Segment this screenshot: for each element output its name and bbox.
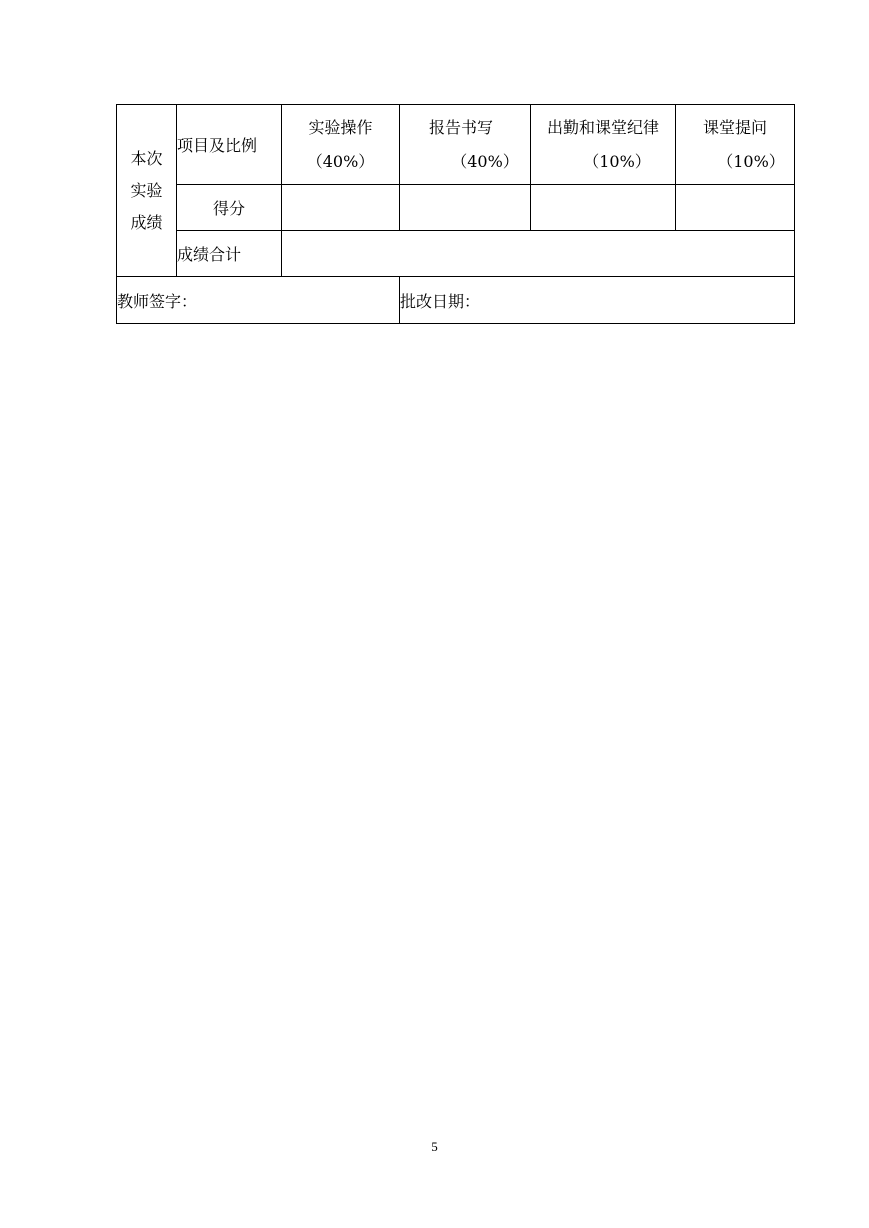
grading-date-label: 批改日期： <box>400 291 481 311</box>
score-cell-attendance[interactable] <box>531 185 676 231</box>
page-number: 5 <box>431 1139 438 1154</box>
column-name: 实验操作 <box>308 117 373 137</box>
column-header-questions <box>676 105 795 185</box>
column-name: 报告书写 <box>428 117 493 137</box>
grade-table <box>116 104 795 324</box>
column-name: 课堂提问 <box>702 117 767 137</box>
column-header-operation <box>282 105 400 185</box>
column-weight: （40%） <box>451 151 519 171</box>
teacher-signature-label: 教师签字： <box>117 291 198 311</box>
row-header-label: 项目及比例 <box>177 105 282 185</box>
column-weight: （40%） <box>306 151 375 171</box>
section-label-line-1: 本次 <box>130 148 163 168</box>
score-cell-questions[interactable] <box>676 185 795 231</box>
column-weight: （10%） <box>583 151 651 171</box>
section-label-line-2: 实验 <box>130 180 163 200</box>
column-name: 出勤和课堂纪律 <box>546 117 659 137</box>
score-cell-operation[interactable] <box>282 185 400 231</box>
teacher-signature <box>117 277 400 324</box>
column-header-attendance <box>531 105 676 185</box>
score-row-label: 得分 <box>177 185 282 231</box>
grading-date <box>400 277 795 324</box>
column-header-report <box>400 105 531 185</box>
score-cell-report[interactable] <box>400 185 531 231</box>
total-label: 成绩合计 <box>177 231 282 277</box>
section-label <box>117 105 177 277</box>
total-value[interactable] <box>282 231 795 277</box>
column-weight: （10%） <box>717 151 785 171</box>
section-label-line-3: 成绩 <box>130 212 163 232</box>
